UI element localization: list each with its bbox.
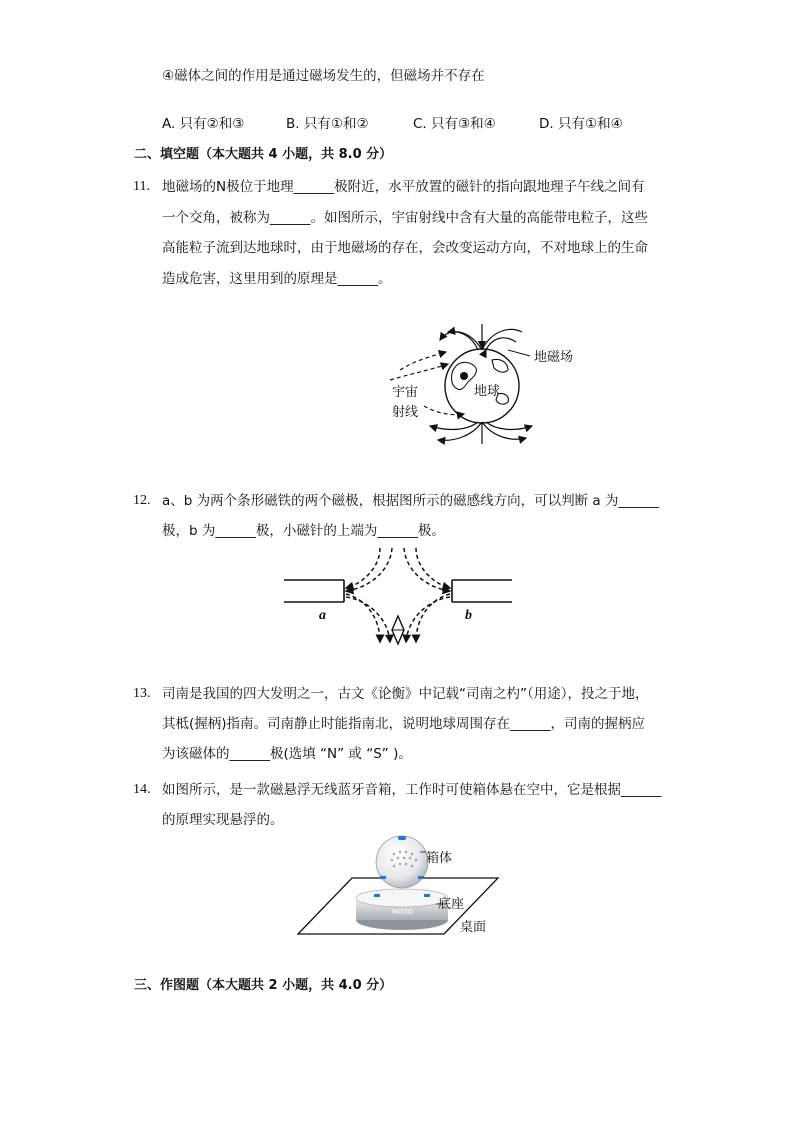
question-number: 11. — [133, 179, 150, 194]
label-base: 底座 — [438, 897, 465, 912]
option-letter: B. — [286, 116, 300, 132]
q11-line-3: 高能粒子流到达地球时，由于地磁场的存在，会改变运动方向，不对地球上的生命 — [162, 240, 648, 256]
question-number: 13. — [133, 686, 151, 701]
option-letter: D. — [539, 116, 554, 132]
q13-line-2: 其柢(握柄)指南。司南静止时能指南北，说明地球周围存在______，司南的握柄应 — [162, 716, 646, 732]
bar-magnets-figure — [282, 544, 514, 648]
label-earth: 地球 — [474, 384, 501, 399]
option-a[interactable] — [162, 114, 244, 134]
option-letter: C. — [413, 116, 427, 132]
speaker-base — [356, 889, 448, 907]
option-c[interactable] — [413, 114, 496, 134]
option-letter: A. — [162, 116, 176, 132]
option-b[interactable] — [286, 114, 369, 134]
q12-line-1: a、b 为两个条形磁铁的两个磁极，根据图所示的磁感线方向，可以判断 a 为______ — [162, 493, 659, 509]
speaker-box — [376, 836, 428, 888]
q12-line-2: 极，b 为______极，小磁针的上端为______极。 — [162, 523, 445, 539]
q11-line-4: 造成危害，这里用到的原理是______。 — [162, 271, 392, 287]
label-cosmic: 宇宙 — [392, 385, 419, 400]
q13-line-3: 为该磁体的______极(选填 “N” 或 “S” )。 — [162, 746, 412, 762]
section-header-drawing: 三、作图题（本大题共 2 小题，共 4.0 分） — [134, 978, 393, 993]
statement-4: ④磁体之间的作用是通过磁场发生的，但磁场并不存在 — [162, 68, 485, 84]
option-text: 只有①和④ — [557, 116, 623, 132]
option-text: 只有②和③ — [179, 116, 245, 132]
brand-text: MOXO — [392, 908, 413, 916]
q13-line-1: 司南是我国的四大发明之一，古文《论衡》中记载“司南之杓”（用途），投之于地， — [162, 686, 649, 702]
q11-line-2: 一个交角，被称为______。如图所示，宇宙射线中含有大量的高能带电粒子，这些 — [162, 210, 648, 226]
label-rays: 射线 — [392, 405, 419, 420]
label-speaker-box: 箱体 — [426, 851, 453, 866]
label-desk: 桌面 — [460, 920, 487, 935]
label-geomagnetic-field: 地磁场 — [534, 350, 574, 365]
q14-line-2: 的原理实现悬浮的。 — [162, 812, 284, 828]
q14-line-1: 如图所示，是一款磁悬浮无线蓝牙音箱，工作时可使箱体悬在空中，它是根据______ — [162, 782, 662, 798]
option-text: 只有③和④ — [431, 116, 496, 132]
question-number: 14. — [133, 782, 151, 797]
label-pole-b: b — [465, 608, 472, 623]
option-text: 只有①和② — [303, 116, 369, 132]
section-header-fill-blank: 二、填空题（本大题共 4 小题，共 8.0 分） — [134, 147, 393, 162]
label-pole-a: a — [319, 608, 326, 623]
q11-line-1: 地磁场的N极位于地理______极附近，水平放置的磁针的指向跟地理子午线之间有 — [162, 179, 645, 195]
question-number: 12. — [133, 493, 151, 508]
option-d[interactable] — [539, 114, 623, 134]
